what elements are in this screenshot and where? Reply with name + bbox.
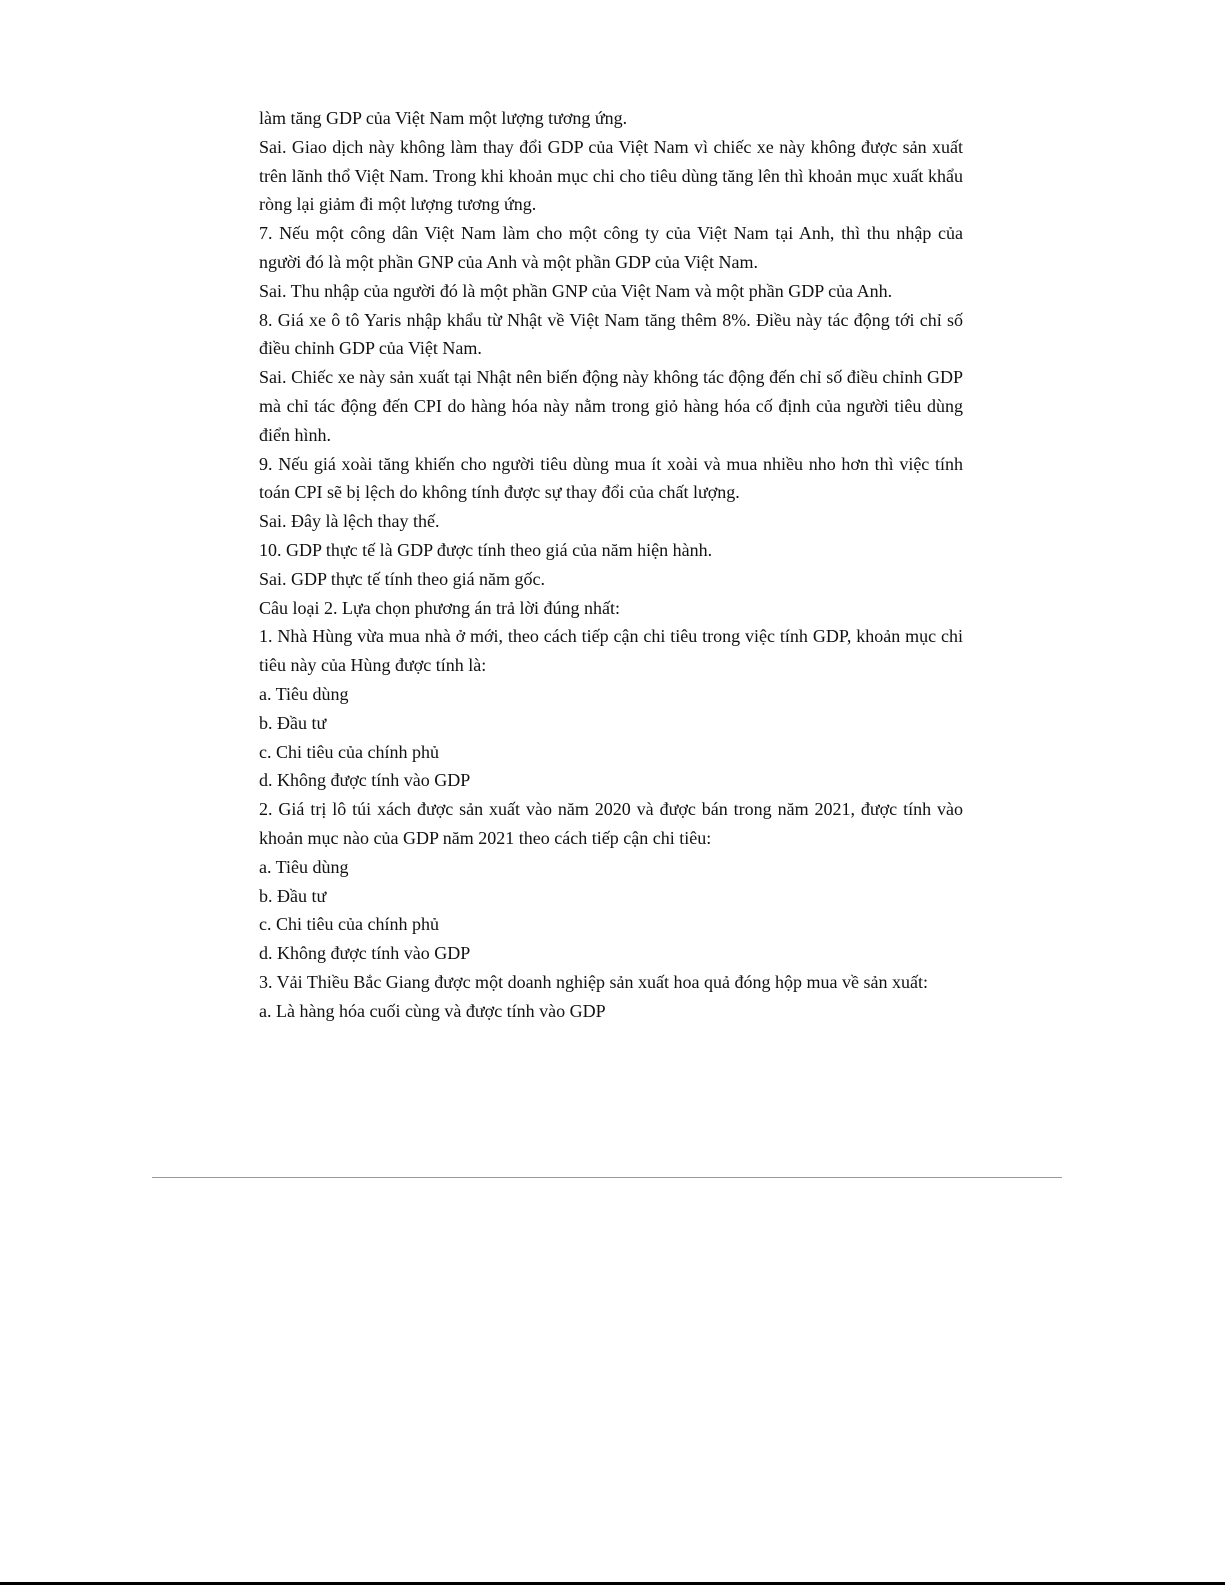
question-8: 8. Giá xe ô tô Yaris nhập khẩu từ Nhật về Việt Nam tăng thêm 8%. Điều này tác động tới chỉ số điều chỉnh GDP của Việt Nam. xyxy=(259,309,963,359)
question-9: 9. Nếu giá xoài tăng khiến cho người tiêu dùng mua ít xoài và mua nhiều nho hơn thì việc tính toán CPI sẽ bị lệch do không tính được sự thay đổi của chất lượng. xyxy=(259,453,963,503)
question-10: 10. GDP thực tế là GDP được tính theo giá của năm hiện hành. xyxy=(259,539,713,560)
answer-9: Sai. Đây là lệch thay thế. xyxy=(259,511,440,532)
mcq-2-option-b: b. Đầu tư xyxy=(259,885,327,906)
mcq-2-question: 2. Giá trị lô túi xách được sản xuất vào năm 2020 và được bán trong năm 2021, được tính vào khoản mục nào của GDP năm 2021 theo cách tiếp cận chi tiêu: xyxy=(259,799,963,848)
answer-6: Sai. Giao dịch này không làm thay đổi GDP của Việt Nam vì chiếc xe này không được sản xuất trên lãnh thổ Việt Nam. Trong khi khoản mục chi cho tiêu dùng tăng lên thì khoản mục xuất khẩu ròng lại giảm đi một lượng tương ứng. xyxy=(259,136,963,215)
mcq-2-option-d: d. Không được tính vào GDP xyxy=(259,943,471,964)
mcq-3-option-a: a. Là hàng hóa cuối cùng và được tính vào GDP xyxy=(259,1000,606,1021)
mcq-2-option-c: c. Chi tiêu của chính phủ xyxy=(259,914,439,935)
page-divider xyxy=(152,1177,1062,1178)
mcq-1-option-d: d. Không được tính vào GDP xyxy=(259,770,471,791)
mcq-1-question: 1. Nhà Hùng vừa mua nhà ở mới, theo cách tiếp cận chi tiêu trong việc tính GDP, khoản mục chi tiêu này của Hùng được tính là: xyxy=(259,626,963,676)
mcq-1-option-b: b. Đầu tư xyxy=(259,712,327,733)
mcq-1-option-a: a. Tiêu dùng xyxy=(259,683,349,704)
document-body xyxy=(259,104,963,1026)
answer-10: Sai. GDP thực tế tính theo giá năm gốc. xyxy=(259,568,546,589)
mcq-3-question: 3. Vải Thiều Bắc Giang được một doanh nghiệp sản xuất hoa quả đóng hộp mua về sản xuất: xyxy=(259,971,928,992)
mcq-2-option-a: a. Tiêu dùng xyxy=(259,856,349,877)
section-heading: Câu loại 2. Lựa chọn phương án trả lời đúng nhất: xyxy=(259,597,620,618)
question-7: 7. Nếu một công dân Việt Nam làm cho một công ty của Việt Nam tại Anh, thì thu nhập của người đó là một phần GNP của Anh và một phần GDP của Việt Nam. xyxy=(259,223,963,272)
paragraph-continuation: làm tăng GDP của Việt Nam một lượng tương ứng. xyxy=(259,108,628,128)
mcq-1-option-c: c. Chi tiêu của chính phủ xyxy=(259,741,439,762)
answer-8: Sai. Chiếc xe này sản xuất tại Nhật nên biến động này không tác động đến chỉ số điều chỉnh GDP mà chỉ tác động đến CPI do hàng hóa này nằm trong giỏ hàng hóa cố định của người tiêu dùng điển hình. xyxy=(259,367,963,445)
answer-7: Sai. Thu nhập của người đó là một phần GNP của Việt Nam và một phần GDP của Anh. xyxy=(259,280,893,301)
